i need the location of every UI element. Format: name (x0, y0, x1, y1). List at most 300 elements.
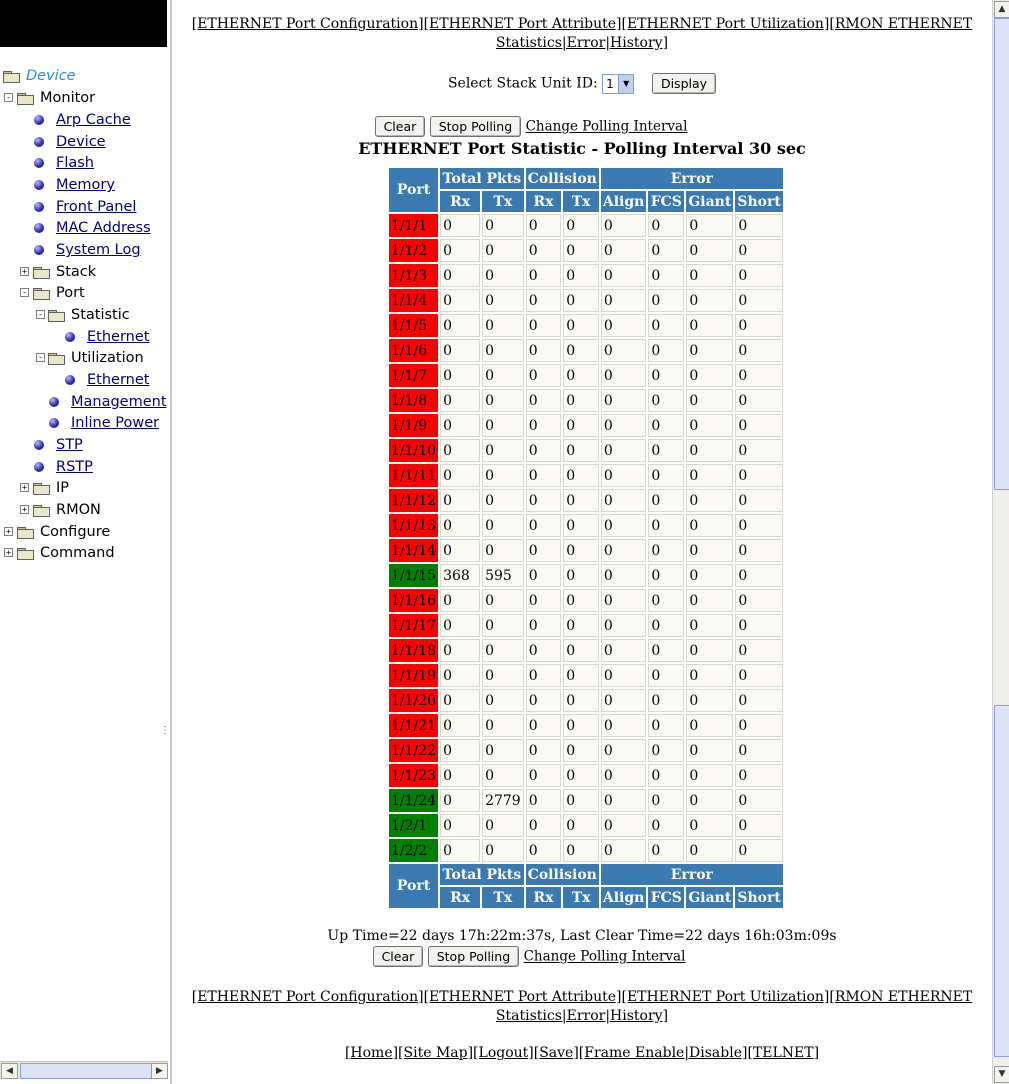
stat-cell: 0 (440, 764, 480, 787)
port-row (389, 239, 783, 262)
port-row (389, 789, 783, 812)
stat-cell: 0 (440, 739, 480, 762)
stat-cell: 0 (526, 589, 562, 612)
stat-cell: 0 (601, 564, 646, 587)
footer-header-port: Port (389, 864, 438, 908)
stat-cell: 0 (482, 614, 524, 637)
nav-label-system-log[interactable]: System Log (56, 242, 141, 258)
nav-tree-item[interactable] (0, 218, 168, 238)
nav-label-device[interactable]: Device (56, 134, 106, 150)
stat-cell: 0 (686, 439, 733, 462)
header-fcs: FCS (648, 191, 684, 212)
stat-cell: 0 (686, 814, 733, 837)
stat-cell: 0 (601, 689, 646, 712)
port-status-cell: 1/1/4 (389, 289, 438, 312)
nav-label-utilization: Utilization (71, 350, 144, 366)
stat-cell: 0 (526, 314, 562, 337)
stat-cell: 0 (601, 514, 646, 537)
port-status-cell: 1/1/16 (389, 589, 438, 612)
stat-cell: 0 (735, 664, 782, 687)
folder-icon (33, 267, 49, 278)
stat-cell: 0 (563, 364, 599, 387)
stat-cell: 0 (735, 439, 782, 462)
port-status-cell: 1/1/15 (389, 564, 438, 587)
footer-header-total-pkts: Total Pkts (440, 864, 524, 885)
stat-cell: 0 (601, 764, 646, 787)
stat-cell: 0 (686, 289, 733, 312)
stat-cell: 0 (440, 514, 480, 537)
header-giant: Giant (686, 191, 733, 212)
stat-cell: 0 (482, 389, 524, 412)
stat-cell: 0 (735, 789, 782, 812)
top-nav-links (172, 15, 992, 53)
stat-cell: 0 (601, 289, 646, 312)
scroll-up-icon[interactable]: ▲ (994, 1, 1009, 18)
stat-cell: 0 (735, 839, 782, 862)
stat-cell: 0 (563, 439, 599, 462)
port-status-cell: 1/1/13 (389, 514, 438, 537)
port-row (389, 739, 783, 762)
stat-cell: 0 (735, 539, 782, 562)
stat-cell: 0 (648, 314, 684, 337)
stat-cell: 0 (601, 439, 646, 462)
stat-cell: 0 (735, 339, 782, 362)
port-status-cell: 1/1/12 (389, 489, 438, 512)
stat-cell: 0 (526, 839, 562, 862)
nav-tree-item[interactable] (0, 175, 168, 195)
nav-tree-item[interactable] (0, 522, 168, 542)
footer-header-short: Short (735, 887, 782, 908)
stat-cell: 0 (648, 489, 684, 512)
stat-cell: 0 (526, 264, 562, 287)
stat-cell: 0 (648, 739, 684, 762)
stat-cell: 0 (563, 339, 599, 362)
stat-cell: 0 (440, 839, 480, 862)
collapse-icon[interactable]: - (36, 310, 45, 319)
stat-cell: 0 (563, 839, 599, 862)
stat-cell: 0 (440, 814, 480, 837)
nav-tree-item[interactable] (0, 240, 168, 260)
stat-cell: 0 (735, 314, 782, 337)
stat-cell: 0 (648, 789, 684, 812)
port-row (389, 589, 783, 612)
port-row (389, 714, 783, 737)
clear-button[interactable]: Clear (375, 116, 426, 137)
stat-cell: 0 (601, 714, 646, 737)
scroll-thumb[interactable] (994, 18, 1009, 490)
stat-cell: 0 (601, 464, 646, 487)
stat-cell: 0 (440, 439, 480, 462)
stat-cell: 0 (735, 714, 782, 737)
nav-label-memory[interactable]: Memory (56, 177, 115, 193)
nav-tree-item[interactable] (0, 500, 168, 520)
nav-tree-item[interactable] (0, 132, 168, 152)
folder-icon (33, 505, 49, 516)
stat-cell: 0 (686, 789, 733, 812)
nav-label-flash[interactable]: Flash (56, 155, 94, 171)
collapse-icon[interactable]: - (36, 353, 45, 362)
nav-tree-item[interactable] (0, 88, 168, 108)
bullet-icon (49, 397, 59, 407)
nav-label-command: Command (40, 545, 115, 561)
stat-cell: 0 (563, 664, 599, 687)
scroll-left-icon[interactable]: ◀ (1, 1063, 18, 1079)
stop-polling-button-bottom[interactable]: Stop Polling (428, 946, 519, 967)
stat-cell: 0 (440, 614, 480, 637)
frame-resize-grip[interactable]: ⋮ (160, 725, 170, 736)
nav-tree-item[interactable] (0, 110, 168, 130)
stat-cell: 0 (526, 689, 562, 712)
stat-cell: 0 (648, 614, 684, 637)
scroll-thumb[interactable] (20, 1063, 152, 1079)
bullet-icon (34, 158, 44, 168)
stat-cell: 0 (526, 764, 562, 787)
stat-cell: 0 (440, 539, 480, 562)
port-status-cell: 1/1/23 (389, 764, 438, 787)
stat-cell: 0 (563, 514, 599, 537)
scroll-thumb-lower[interactable] (994, 705, 1009, 1057)
stat-cell: 0 (686, 539, 733, 562)
scroll-right-icon[interactable]: ▶ (151, 1063, 168, 1079)
stat-cell: 0 (686, 664, 733, 687)
stat-cell: 0 (563, 789, 599, 812)
stat-cell: 0 (563, 314, 599, 337)
stat-cell: 0 (526, 239, 562, 262)
bullet-icon (34, 180, 44, 190)
stat-cell: 0 (563, 714, 599, 737)
stat-cell: 0 (648, 714, 684, 737)
port-status-cell: 1/1/9 (389, 414, 438, 437)
stat-cell: 0 (601, 789, 646, 812)
stat-cell: 0 (648, 764, 684, 787)
stat-cell: 0 (440, 389, 480, 412)
stat-cell: 0 (563, 639, 599, 662)
stat-cell: 0 (526, 439, 562, 462)
stat-cell: 0 (440, 714, 480, 737)
stat-cell: 0 (735, 364, 782, 387)
nav-tree-item[interactable] (0, 153, 168, 173)
bullet-icon (34, 202, 44, 212)
nav-label-rstp[interactable]: RSTP (56, 459, 93, 475)
stat-cell: 0 (526, 789, 562, 812)
port-row (389, 814, 783, 837)
nav-tree-item[interactable] (0, 348, 168, 368)
stat-cell: 0 (482, 639, 524, 662)
bullet-icon (34, 115, 44, 125)
stat-cell: 0 (686, 339, 733, 362)
port-status-cell: 1/2/2 (389, 839, 438, 862)
stat-cell: 0 (482, 339, 524, 362)
bullet-icon (34, 440, 44, 450)
footer-header-fcs: FCS (648, 887, 684, 908)
stat-cell: 0 (601, 589, 646, 612)
nav-tree-item[interactable] (0, 305, 168, 325)
stat-cell: 0 (686, 589, 733, 612)
stat-cell: 0 (648, 839, 684, 862)
nav-label-mac-address[interactable]: MAC Address (56, 220, 151, 236)
bullet-icon (34, 462, 44, 472)
page-vertical-scrollbar[interactable] (992, 0, 1009, 1084)
bottom-nav-links (172, 988, 992, 1026)
port-row (389, 614, 783, 637)
stat-cell: 0 (563, 564, 599, 587)
port-status-cell: 1/1/17 (389, 614, 438, 637)
stat-cell: 0 (526, 514, 562, 537)
chevron-down-icon[interactable]: ▼ (618, 75, 633, 93)
header-port: Port (389, 168, 438, 212)
stat-cell: 0 (735, 489, 782, 512)
port-status-cell: 1/1/6 (389, 339, 438, 362)
bullet-icon (34, 245, 44, 255)
port-row (389, 214, 783, 237)
stat-cell: 0 (482, 264, 524, 287)
port-status-cell: 1/1/14 (389, 539, 438, 562)
stat-cell: 0 (482, 414, 524, 437)
stat-cell: 0 (440, 489, 480, 512)
scroll-down-icon[interactable]: ▼ (994, 1066, 1009, 1083)
stat-cell: 0 (735, 639, 782, 662)
stat-cell: 0 (563, 464, 599, 487)
stat-cell: 0 (686, 614, 733, 637)
footer-header-giant: Giant (686, 887, 733, 908)
stat-cell: 0 (601, 364, 646, 387)
nav-tree-item[interactable] (0, 478, 168, 498)
footer-links (172, 1044, 992, 1063)
stat-cell: 0 (601, 389, 646, 412)
stat-cell: 0 (601, 739, 646, 762)
nav-tree-item[interactable] (0, 197, 168, 217)
port-statistics-table (387, 166, 785, 910)
port-row (389, 689, 783, 712)
stat-cell: 0 (601, 264, 646, 287)
stat-cell: 0 (440, 364, 480, 387)
stat-cell: 0 (482, 589, 524, 612)
stat-cell: 0 (526, 664, 562, 687)
folder-open-icon (3, 71, 19, 82)
footer-link-bar[interactable]: [Home][Site Map][Logout][Save][Frame Enable|Disable][TELNET] (344, 1045, 820, 1061)
stat-cell: 0 (563, 614, 599, 637)
stat-cell: 0 (648, 339, 684, 362)
polling-controls-top (172, 116, 992, 137)
stat-cell: 0 (601, 339, 646, 362)
footer-header-collision-rx: Rx (526, 887, 562, 908)
stat-cell: 368 (440, 564, 480, 587)
stat-cell: 0 (686, 739, 733, 762)
bullet-icon (34, 223, 44, 233)
stat-cell: 0 (686, 414, 733, 437)
stat-cell: 0 (648, 239, 684, 262)
nav-tree-item[interactable] (0, 262, 168, 282)
nav-label-stack: Stack (56, 264, 97, 280)
port-status-cell: 1/1/18 (389, 639, 438, 662)
stat-cell: 0 (648, 389, 684, 412)
stat-cell: 595 (482, 564, 524, 587)
stat-cell: 0 (648, 664, 684, 687)
port-row (389, 839, 783, 862)
expand-icon[interactable]: + (4, 527, 13, 536)
stat-cell: 0 (686, 264, 733, 287)
port-status-cell: 1/1/2 (389, 239, 438, 262)
top-nav-link-line2[interactable]: Statistics|Error|History] (495, 35, 669, 51)
expand-icon[interactable]: + (20, 267, 29, 276)
nav-tree-item[interactable] (0, 435, 168, 455)
stack-unit-select[interactable] (602, 74, 634, 94)
footer-header-rx: Rx (440, 887, 480, 908)
stat-cell: 0 (686, 714, 733, 737)
nav-tree-item[interactable] (0, 392, 168, 412)
stat-cell: 0 (601, 239, 646, 262)
stat-cell: 0 (482, 714, 524, 737)
stat-cell: 0 (735, 514, 782, 537)
stat-cell: 0 (440, 464, 480, 487)
stat-cell: 0 (563, 589, 599, 612)
change-polling-interval-link-bottom[interactable]: Change Polling Interval (523, 948, 686, 965)
stat-cell: 0 (482, 314, 524, 337)
stat-cell: 0 (440, 639, 480, 662)
stat-cell: 0 (440, 264, 480, 287)
nav-label-front-panel[interactable]: Front Panel (56, 199, 137, 215)
stat-cell: 0 (526, 614, 562, 637)
port-row (389, 439, 783, 462)
nav-tree-item[interactable] (0, 413, 168, 433)
stat-cell: 0 (482, 839, 524, 862)
stat-cell: 0 (686, 389, 733, 412)
stat-cell: 0 (563, 214, 599, 237)
port-row (389, 314, 783, 337)
change-polling-interval-link[interactable]: Change Polling Interval (525, 118, 688, 135)
stat-cell: 0 (482, 489, 524, 512)
stat-cell: 0 (440, 289, 480, 312)
nav-label-ethernet[interactable]: Ethernet (87, 329, 150, 345)
stat-cell: 0 (686, 564, 733, 587)
stat-cell: 0 (440, 789, 480, 812)
port-row (389, 664, 783, 687)
stat-cell: 0 (482, 764, 524, 787)
stat-cell: 0 (482, 739, 524, 762)
port-row (389, 289, 783, 312)
stat-cell: 0 (735, 214, 782, 237)
stat-cell: 0 (735, 739, 782, 762)
stat-cell: 0 (482, 464, 524, 487)
stat-cell: 0 (601, 839, 646, 862)
clear-button-bottom[interactable]: Clear (373, 946, 424, 967)
stat-cell: 0 (563, 239, 599, 262)
left-horizontal-scrollbar[interactable] (0, 1061, 168, 1079)
stop-polling-button[interactable]: Stop Polling (430, 116, 521, 137)
nav-label-stp[interactable]: STP (56, 437, 83, 453)
port-row (389, 389, 783, 412)
stat-cell: 0 (563, 814, 599, 837)
stat-cell: 0 (648, 514, 684, 537)
stat-cell: 0 (526, 639, 562, 662)
folder-open-icon (33, 288, 49, 299)
stat-cell: 0 (686, 839, 733, 862)
stat-cell: 0 (735, 564, 782, 587)
stat-cell: 0 (482, 539, 524, 562)
stat-cell: 0 (526, 464, 562, 487)
stat-cell: 0 (526, 364, 562, 387)
footer-header-error: Error (601, 864, 783, 885)
footer-header-align: Align (601, 887, 646, 908)
nav-tree-item[interactable] (0, 66, 168, 86)
stat-cell: 0 (526, 739, 562, 762)
expand-icon[interactable]: + (20, 483, 29, 492)
stat-cell: 0 (526, 289, 562, 312)
top-nav-link-line1[interactable]: [ETHERNET Port Configuration][ETHERNET Port Attribute][ETHERNET Port Utilization][RMON ETHERNET (191, 16, 973, 32)
nav-tree-item[interactable] (0, 283, 168, 303)
stat-cell: 0 (601, 214, 646, 237)
nav-tree-item[interactable] (0, 327, 168, 347)
stat-cell: 0 (563, 689, 599, 712)
expand-icon[interactable]: + (20, 505, 29, 514)
footer-header-collision-tx: Tx (563, 887, 599, 908)
folder-open-icon (48, 310, 64, 321)
nav-label-inline-power[interactable]: Inline Power (71, 415, 160, 431)
stat-cell: 0 (440, 414, 480, 437)
stat-cell: 0 (735, 289, 782, 312)
port-status-cell: 1/1/5 (389, 314, 438, 337)
stat-cell: 0 (482, 814, 524, 837)
stat-cell: 0 (601, 614, 646, 637)
footer-header-tx: Tx (482, 887, 524, 908)
nav-label-arp-cache[interactable]: Arp Cache (56, 112, 131, 128)
nav-tree-item[interactable] (0, 457, 168, 477)
stat-cell: 0 (440, 214, 480, 237)
nav-label-statistic: Statistic (71, 307, 130, 323)
header-collision-rx: Rx (526, 191, 562, 212)
collapse-icon[interactable]: - (20, 288, 29, 297)
uptime-text: Up Time=22 days 17h:22m:37s, Last Clear Time=22 days 16h:03m:09s (327, 928, 837, 944)
bottom-nav-link-line1[interactable]: [ETHERNET Port Configuration][ETHERNET Port Attribute][ETHERNET Port Utilization][RMON ETHERNET (191, 989, 973, 1005)
polling-controls-bottom (172, 946, 992, 967)
port-status-cell: 1/1/19 (389, 664, 438, 687)
port-status-cell: 1/1/3 (389, 264, 438, 287)
stat-cell: 0 (735, 614, 782, 637)
stat-cell: 0 (686, 239, 733, 262)
stat-cell: 0 (648, 689, 684, 712)
stat-cell: 0 (686, 514, 733, 537)
port-row (389, 464, 783, 487)
port-row (389, 639, 783, 662)
collapse-icon[interactable]: - (4, 93, 13, 102)
port-status-cell: 1/1/21 (389, 714, 438, 737)
port-row (389, 264, 783, 287)
stat-cell: 0 (648, 564, 684, 587)
nav-label-ip: IP (56, 480, 70, 496)
stat-cell: 0 (686, 764, 733, 787)
header-rx: Rx (440, 191, 480, 212)
stat-cell: 0 (735, 389, 782, 412)
nav-label-management[interactable]: Management (71, 394, 167, 410)
bottom-nav-link-line2[interactable]: Statistics|Error|History] (495, 1008, 669, 1024)
stat-cell: 0 (686, 639, 733, 662)
nav-tree-item[interactable] (0, 370, 168, 390)
bullet-icon (34, 137, 44, 147)
port-status-cell: 1/1/24 (389, 789, 438, 812)
expand-icon[interactable]: + (4, 548, 13, 557)
nav-label-ethernet[interactable]: Ethernet (87, 372, 150, 388)
stat-cell: 0 (526, 339, 562, 362)
stat-cell: 0 (735, 414, 782, 437)
nav-tree-item[interactable] (0, 543, 168, 563)
header-align: Align (601, 191, 646, 212)
port-row (389, 764, 783, 787)
stat-cell: 0 (686, 214, 733, 237)
display-button[interactable]: Display (652, 73, 716, 94)
stat-cell: 0 (440, 339, 480, 362)
header-tx: Tx (482, 191, 524, 212)
stat-cell: 0 (686, 364, 733, 387)
